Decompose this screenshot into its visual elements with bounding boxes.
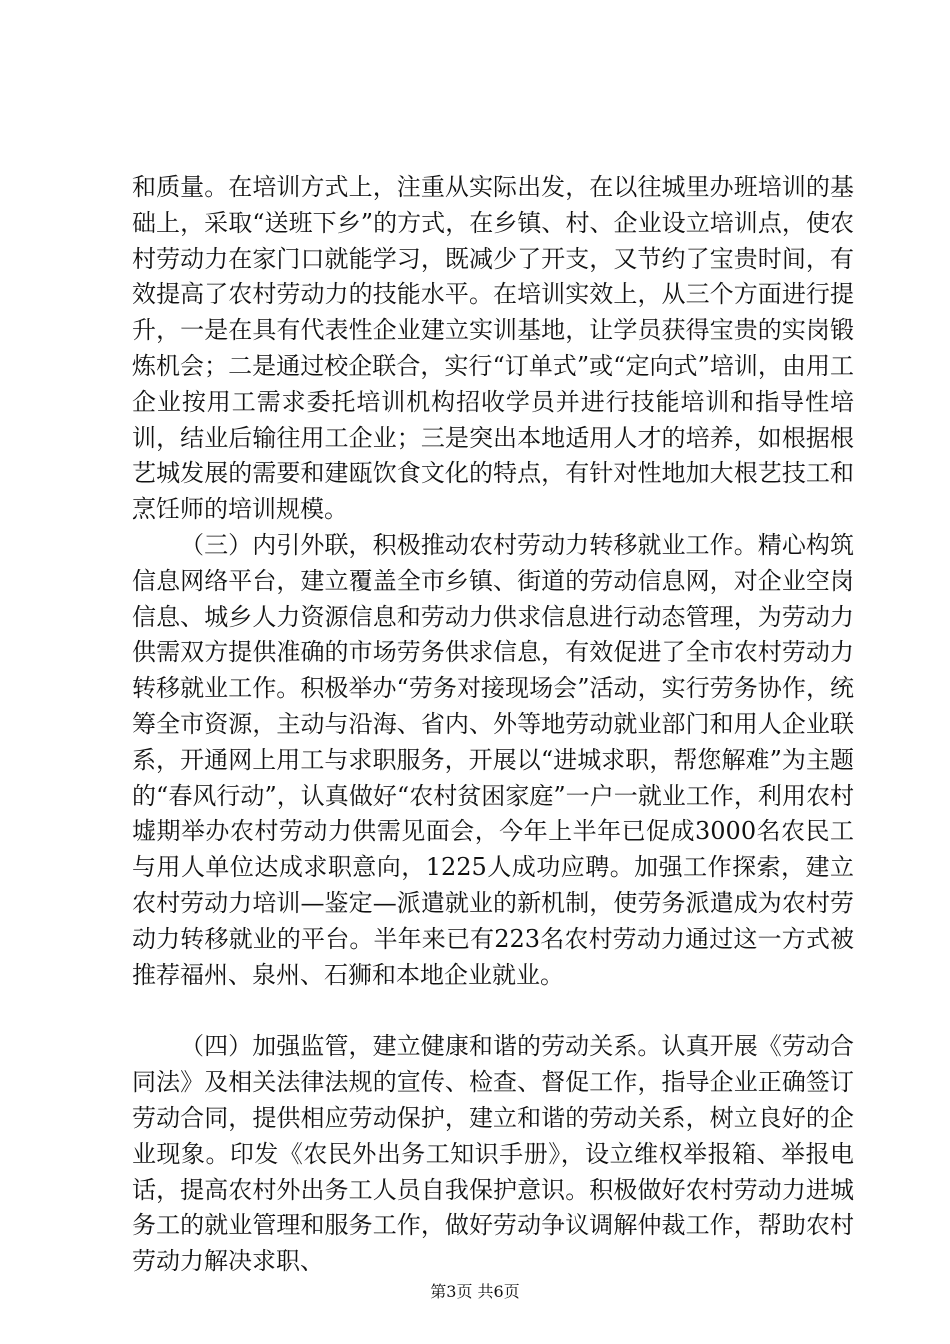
paragraph-spacer [132, 993, 854, 1029]
paragraph-section-four: （四）加强监管，建立健康和谐的劳动关系。认真开展《劳动合同法》及相关法律法规的宣传、检查、督促工作，指导企业正确签订劳动合同，提供相应劳动保护，建立和谐的劳动关系，树立良好的企业现象。印发《农民外出务工知识手册》，设立维权举报箱、举报电话，提高农村外出务工人员自我保护意识。积极做好农村劳动力进城务工的就业管理和服务工作，做好劳动争议调解仲裁工作，帮助农村劳动力解决求职、 [132, 1032, 854, 1276]
page-footer: 第3页 共6页 [430, 1282, 520, 1301]
paragraph-section-three: （三）内引外联，积极推动农村劳动力转移就业工作。精心构筑信息网络平台，建立覆盖全市乡镇、街道的劳动信息网，对企业空岗信息、城乡人力资源信息和劳动力供求信息进行动态管理，为劳动力供需双方提供准确的市场劳务供求信息，有效促进了全市农村劳动力转移就业工作。积极举办“劳务对接现场会”活动，实行劳务协作，统筹全市资源，主动与沿海、省内、外等地劳动就业部门和用人企业联系，开通网上用工与求职服务，开展以“进城求职，帮您解难”为主题的“春风行动”，认真做好“农村贫困家庭”一户一就业工作，利用农村墟期举办农村劳动力供需见面会，今年上半年已促成3000名农民工与用人单位达成求职意向，1225人成功应聘。加强工作探索，建立农村劳动力培训—鉴定—派遣就业的新机制，使劳务派遣成为农村劳动力转移就业的平台。半年来已有223名农村劳动力通过这一方式被推荐福州、泉州、石狮和本地企业就业。 [132, 530, 854, 989]
document-body [132, 170, 854, 1280]
paragraph-training-quality: 和质量。在培训方式上，注重从实际出发，在以往城里办班培训的基础上，采取“送班下乡”的方式，在乡镇、村、企业设立培训点，使农村劳动力在家门口就能学习，既减少了开支，又节约了宝贵时间，有效提高了农村劳动力的技能水平。在培训实效上，从三个方面进行提升，一是在具有代表性企业建立实训基地，让学员获得宝贵的实岗锻炼机会；二是通过校企联合，实行“订单式”或“定向式”培训，由用工企业按用工需求委托培训机构招收学员并进行技能培训和指导性培训，结业后输往用工企业；三是突出本地适用人才的培养，如根据根艺城发展的需要和建瓯饮食文化的特点，有针对性地加大根艺技工和烹饪师的培训规模。 [132, 173, 854, 524]
